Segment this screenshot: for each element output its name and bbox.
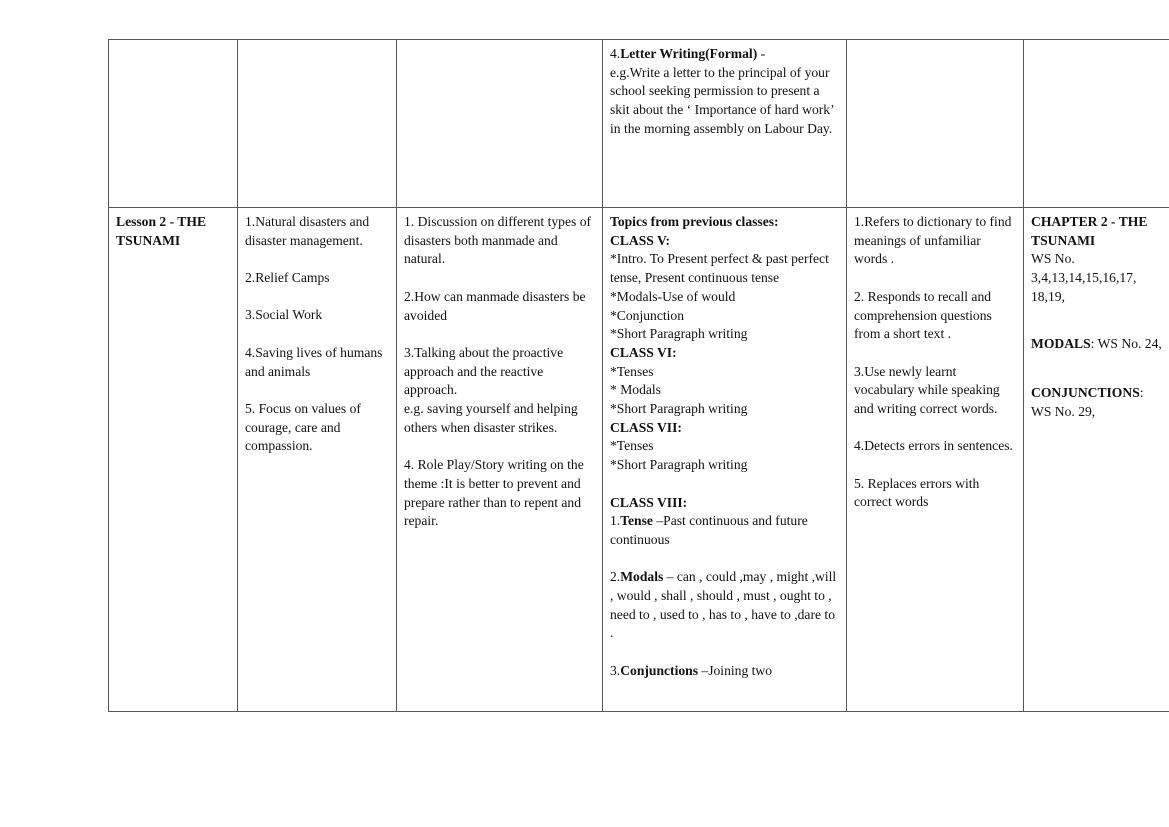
cell-empty	[847, 40, 1024, 208]
outcomes-cell	[847, 208, 1024, 712]
activity-item: 2.How can manmade disasters be avoided	[404, 288, 586, 323]
theme-item: 5. Focus on values of courage, care and compassion.	[245, 400, 361, 454]
grammar-topic: 3.Conjunctions –Joining two	[610, 662, 773, 678]
outcome-item: 2. Responds to recall and comprehension questions from a short text .	[854, 288, 992, 342]
grammar-item: *Tenses	[610, 438, 654, 454]
class-label: CLASS VII:	[610, 419, 682, 435]
grammar-item: * Modals	[610, 382, 661, 398]
letter-body: e.g.Write a letter to the principal of your school seeking permission to present a skit about the ‘ Importance of hard work’ in the morning assembly on Labour Day.	[610, 64, 834, 136]
grammar-item: *Short Paragraph writing	[610, 457, 748, 473]
themes-cell	[238, 208, 397, 712]
grammar-heading: Topics from previous classes:	[610, 214, 779, 229]
lesson-title: Lesson 2 - THE TSUNAMI	[116, 214, 207, 248]
lesson-plan-table	[108, 39, 1169, 712]
letter-heading: 4.Letter Writing(Formal) -	[610, 46, 766, 61]
grammar-topic: 1.Tense –Past continuous and future continuous	[610, 513, 808, 547]
outcome-item: 5. Replaces errors with correct words	[854, 475, 980, 510]
outcome-item: 1.Refers to dictionary to find meanings of unfamiliar words .	[854, 214, 1012, 267]
class-label: CLASS VIII:	[610, 494, 688, 510]
cell-empty	[397, 40, 603, 208]
chapter-worksheets: WS No. 3,4,13,14,15,16,17, 18,19,	[1031, 251, 1137, 304]
table-row	[109, 40, 1169, 208]
class-label: CLASS V:	[610, 232, 671, 248]
activities-cell	[397, 208, 603, 712]
activity-item: 4. Role Play/Story writing on the theme :It is better to prevent and prepare rather than to repent and repair.	[404, 457, 584, 529]
chapter-title: CHAPTER 2 - THE TSUNAMI	[1031, 214, 1148, 248]
theme-item: 2.Relief Camps	[245, 270, 330, 286]
grammar-item: *Short Paragraph writing	[610, 326, 748, 342]
conjunctions-worksheets: CONJUNCTIONS: WS No. 29,	[1031, 385, 1144, 419]
grammar-cell	[603, 208, 847, 712]
letter-title: Letter Writing(Formal)	[620, 46, 758, 61]
class-label: CLASS VI:	[610, 344, 677, 360]
grammar-item: *Intro. To Present perfect & past perfect tense, Present continuous tense	[610, 251, 829, 286]
activity-item: 3.Talking about the proactive approach and the reactive approach.	[404, 344, 564, 398]
grammar-item: *Tenses	[610, 363, 654, 379]
grammar-item: *Short Paragraph writing	[610, 401, 748, 417]
cell-empty	[238, 40, 397, 208]
worksheets-cell	[1024, 208, 1169, 712]
theme-item: 3.Social Work	[245, 307, 323, 323]
grammar-item: *Conjunction	[610, 307, 685, 323]
grammar-topic: 2.Modals – can , could ,may , might ,will , would , shall , should , must , ought to , need to , used to , has to , have to ,dare to .	[610, 569, 837, 641]
modals-worksheets: MODALS: WS No. 24,	[1031, 335, 1162, 351]
outcome-item: 4.Detects errors in sentences.	[854, 438, 1013, 454]
cell-empty	[1024, 40, 1169, 208]
grammar-item: *Modals-Use of would	[610, 288, 736, 304]
theme-item: 4.Saving lives of humans and animals	[245, 344, 383, 379]
activity-item: 1. Discussion on different types of disasters both manmade and natural.	[404, 214, 592, 267]
cell-empty	[109, 40, 238, 208]
lesson-cell	[109, 208, 238, 712]
letter-writing-cell	[603, 40, 847, 208]
outcome-item: 3.Use newly learnt vocabulary while speaking and writing correct words.	[854, 363, 1000, 416]
theme-item: 1.Natural disasters and disaster management.	[245, 214, 370, 248]
activity-item: e.g. saving yourself and helping others when disaster strikes.	[404, 401, 578, 435]
table-row	[109, 208, 1169, 712]
